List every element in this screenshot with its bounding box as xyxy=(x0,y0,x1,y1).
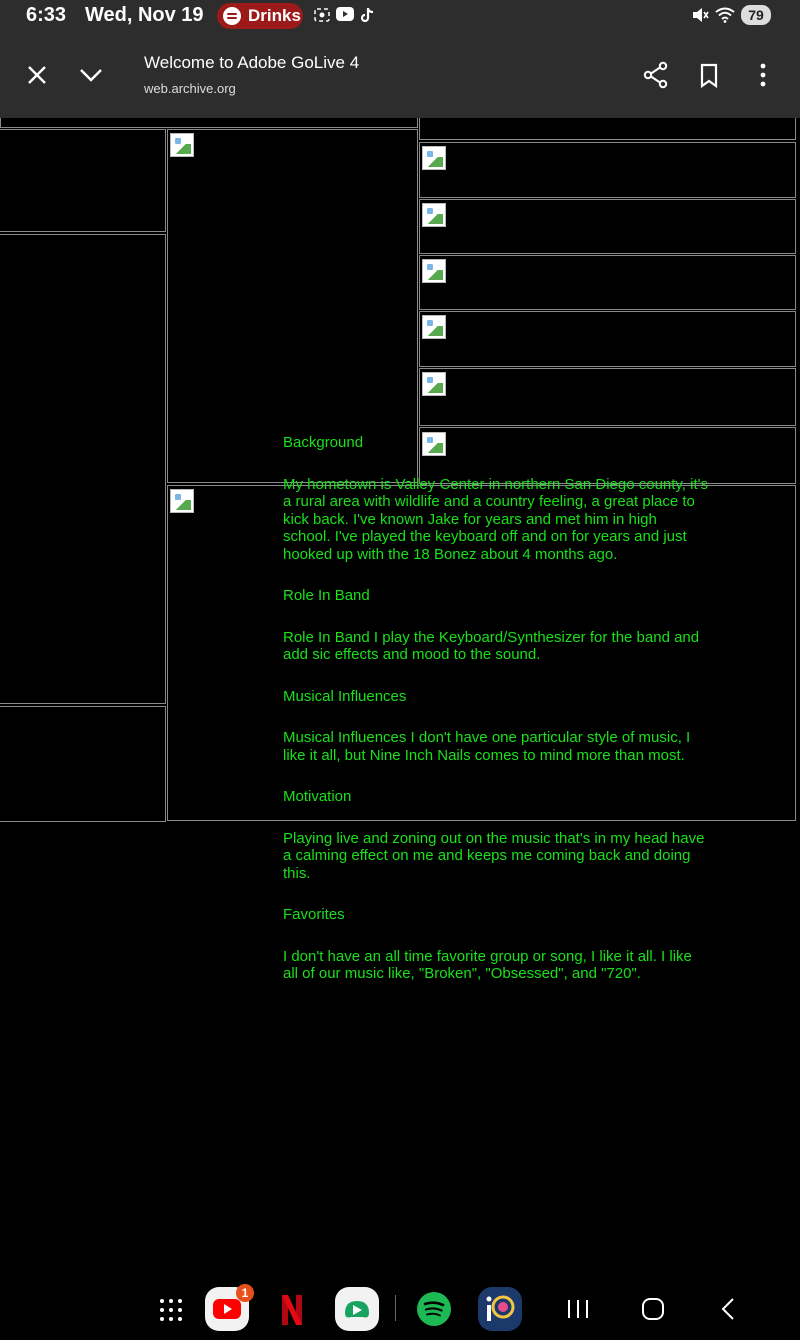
table-cell xyxy=(167,129,418,483)
app-drawer-icon[interactable] xyxy=(159,1298,183,1327)
dock-divider xyxy=(395,1295,396,1321)
recents-icon[interactable] xyxy=(566,1298,590,1325)
table-cell xyxy=(419,368,796,426)
spotify-icon xyxy=(223,7,241,25)
bookmark-icon[interactable] xyxy=(691,57,727,93)
section-heading: Role In Band xyxy=(283,587,370,604)
section-heading: Musical Influences xyxy=(283,687,407,705)
table-cell xyxy=(0,706,166,822)
broken-image-icon xyxy=(422,372,446,396)
section-body: I don't have an all time favorite group or song, I like it all. I like all of our music like, "Broken", "Obsessed", and "720". xyxy=(283,947,692,982)
section-heading: Favorites xyxy=(283,906,345,923)
page-title: Welcome to Adobe GoLive 4 xyxy=(144,53,360,72)
page-url: web.archive.org xyxy=(144,81,236,96)
media-pill-label: Drinks xyxy=(248,6,301,25)
back-icon[interactable] xyxy=(718,1297,738,1326)
broken-image-icon xyxy=(422,315,446,339)
table-cell xyxy=(419,118,796,140)
navigation-bar xyxy=(0,1280,800,1340)
table-cell xyxy=(0,129,166,232)
broken-image-icon xyxy=(170,489,194,513)
more-vert-icon[interactable] xyxy=(745,57,781,93)
screenshot-icon xyxy=(313,7,331,23)
battery-icon: 79 xyxy=(741,5,771,25)
mute-icon xyxy=(691,7,709,23)
broken-image-icon xyxy=(170,133,194,157)
status-time: 6:33 xyxy=(26,4,67,26)
section-body: Playing live and zoning out on the music that's in my head have a calming effect on me and keeps me coming back and doing this. xyxy=(283,829,705,882)
youtube-icon xyxy=(336,7,354,23)
wifi-icon xyxy=(715,7,733,23)
broken-image-icon xyxy=(422,146,446,170)
share-icon[interactable] xyxy=(638,57,674,93)
tiktok-icon xyxy=(359,7,377,23)
ibis-paint-app-icon[interactable] xyxy=(478,1287,522,1331)
section-body: Musical Influences I don't have one particular style of music, I like it all, but Nine Inch Nails comes to mind more than most. xyxy=(283,729,691,764)
table-cell xyxy=(419,311,796,367)
browser-toolbar xyxy=(0,32,800,118)
table-cell xyxy=(419,199,796,254)
broken-image-icon xyxy=(422,259,446,283)
section-body: My hometown is Valley Center in northern San Diego county, it's a rural area with wildlife and a country feeling, a great place to kick back. I've known Jake for years and met him in high school. I've played the keyboard off and on for years and just hooked up with the 18 Bonez about 4 months ago. xyxy=(283,475,709,563)
play-games-app-icon[interactable] xyxy=(335,1287,379,1331)
status-date: Wed, Nov 19 xyxy=(85,4,204,26)
bio-text xyxy=(283,434,708,1007)
section-heading: Background xyxy=(283,434,364,451)
status-bar xyxy=(0,0,800,32)
table-cell xyxy=(0,118,418,128)
spotify-app-icon[interactable] xyxy=(416,1291,452,1332)
notification-badge: 1 xyxy=(236,1284,254,1302)
close-icon[interactable] xyxy=(19,57,55,93)
media-pill[interactable] xyxy=(217,3,303,29)
broken-image-icon xyxy=(422,203,446,227)
table-cell xyxy=(419,142,796,198)
home-icon[interactable] xyxy=(641,1297,665,1326)
chevron-down-icon[interactable] xyxy=(73,57,109,93)
table-cell xyxy=(419,255,796,310)
section-heading: Motivation xyxy=(283,788,352,805)
netflix-app-icon[interactable] xyxy=(280,1294,304,1331)
section-body: Role In Band I play the Keyboard/Synthesizer for the band and add sic effects and mood to the sound. xyxy=(283,628,700,663)
web-page xyxy=(0,118,800,1280)
table-cell xyxy=(0,234,166,704)
